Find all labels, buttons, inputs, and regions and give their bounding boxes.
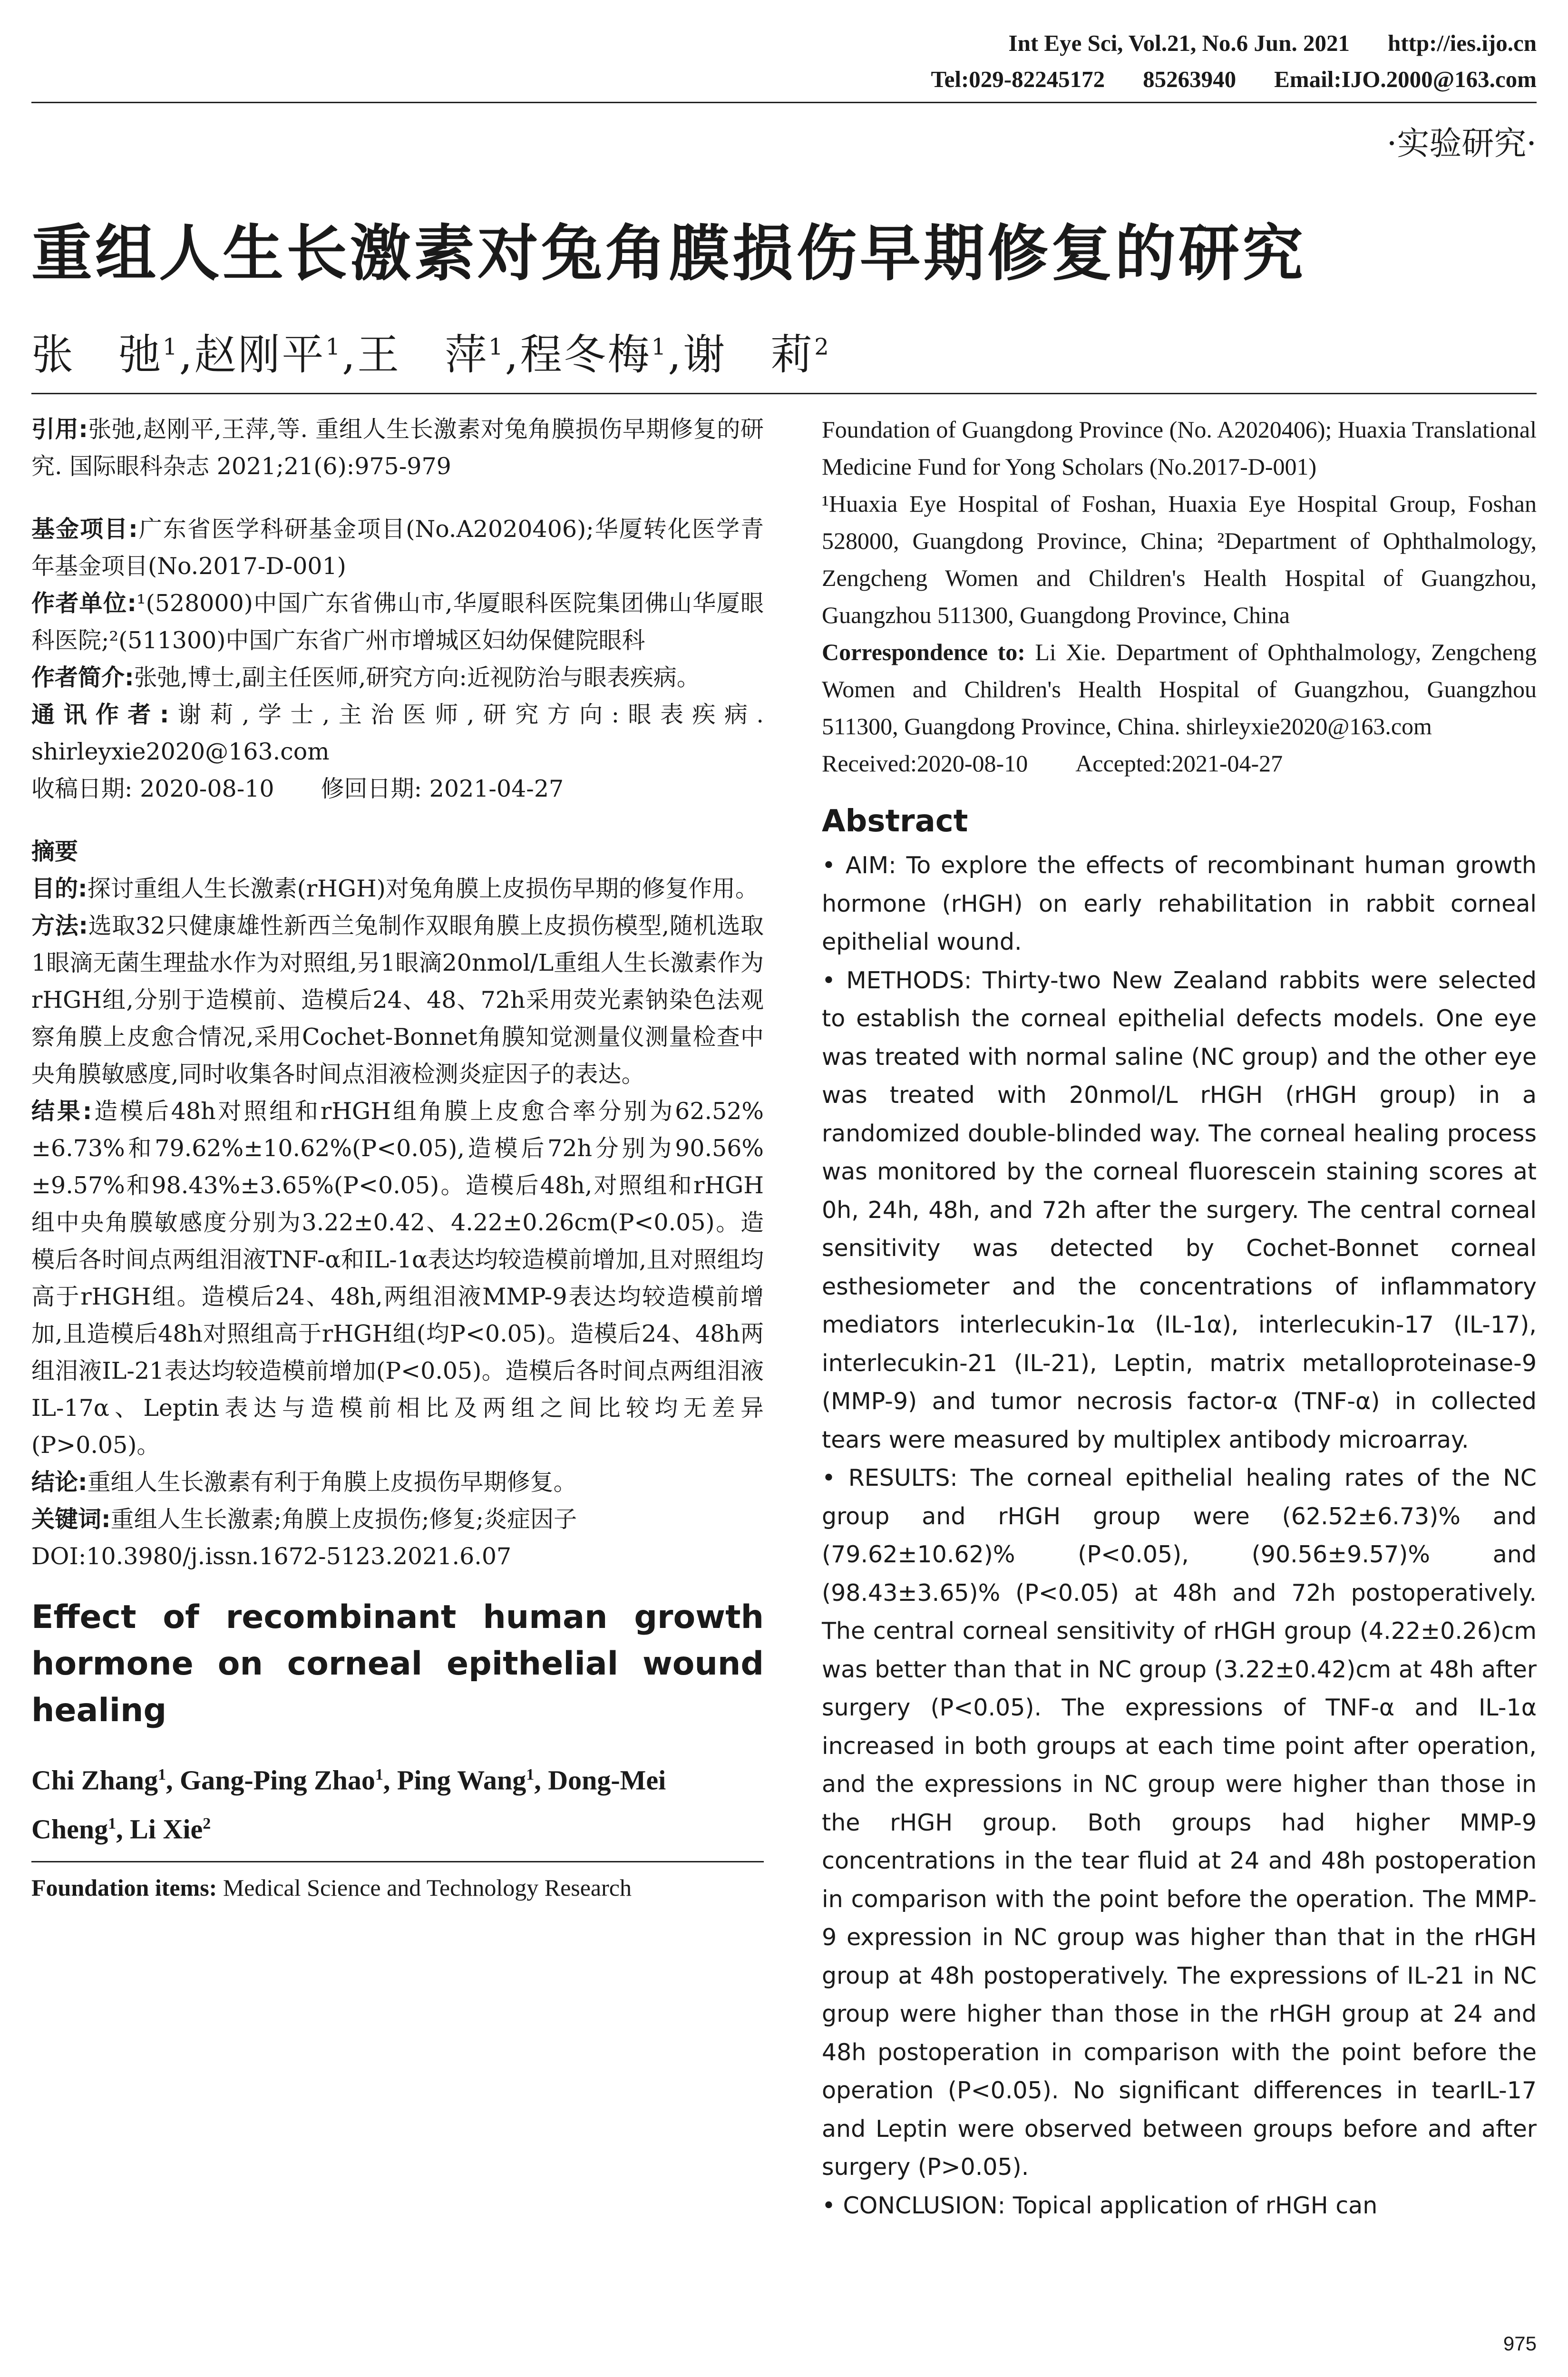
accepted: Accepted:2021-04-27 bbox=[1075, 750, 1283, 777]
abstract-aim bbox=[822, 847, 1537, 962]
author-name: 赵刚平 bbox=[194, 330, 326, 379]
section-tag: ·实验研究· bbox=[1386, 125, 1537, 163]
article-title: 重组人生长激素对兔角膜损伤早期修复的研究 bbox=[31, 218, 1306, 289]
unit-text: ¹(528000)中国广东省佛山市,华厦眼科医院集团佛山华厦眼科医院;²(511300)中国广东省广州市增城区妇幼保健院眼科 bbox=[31, 590, 764, 654]
en-author-affil: 2 bbox=[203, 1815, 211, 1833]
unit-label: 作者单位: bbox=[31, 590, 136, 617]
page-number: 975 bbox=[1503, 2332, 1537, 2355]
cn-methods-text: 选取32只健康雄性新西兰兔制作双眼角膜上皮损伤模型,随机选取1眼滴无菌生理盐水作为对照组,另1眼滴20nmol/L重组人生长激素作为rHGH组,分别于造模前、造模后24、48、72h采用荧光素钠染色法观察角膜上皮愈合情况,采用Cochet-Bonnet角膜知觉测量仪测量检查中央角膜敏感度,同时收集各时间点泪液检测炎症因子的表达。 bbox=[31, 912, 764, 1088]
abstract-aim-text: To explore the effects of recombinant human growth hormone (rHGH) on early rehabilitation in rabbit corneal epithelial wound. bbox=[822, 852, 1537, 955]
cn-methods-label: 方法: bbox=[31, 912, 88, 939]
foundation-text: Medical Science and Technology Research bbox=[223, 1874, 632, 1901]
fund-block bbox=[31, 511, 764, 585]
author-name: 谢 莉 bbox=[683, 330, 815, 379]
author-affil: 1 bbox=[488, 333, 505, 360]
journal-header-line2 bbox=[931, 66, 1537, 93]
journal-citation: Int Eye Sci, Vol.21, No.6 Jun. 2021 bbox=[1008, 30, 1350, 56]
author-name: 程冬梅 bbox=[520, 330, 652, 379]
author-list: 张 弛$^1$,赵刚平$^1$,王 萍$^1$,程冬梅$^1$,谢 莉$^2$ bbox=[31, 330, 831, 379]
journal-header-line1 bbox=[1009, 29, 1537, 57]
cn-aim-label: 目的: bbox=[31, 875, 88, 902]
unit-block bbox=[31, 585, 764, 659]
english-title: Effect of recombinant human growth hormone on corneal epithelial wound healing bbox=[31, 1598, 764, 1729]
received: Received:2020-08-10 bbox=[822, 750, 1028, 777]
cn-results-text: 造模后48h对照组和rHGH组角膜上皮愈合率分别为62.52%±6.73%和79.62%±10.62%(P<0.05),造模后72h分别为90.56%±9.57%和98.43%±3.65%(P<0.05)。造模后48h,对照组和rHGH组中央角膜敏感度分别为3.22±0.42、4.22±0.26cm(P<0.05)。造模后各时间点两组泪液TNF-α和IL-1α表达均较造模前增加,且对照组均高于rHGH组。造模后24、48h,两组泪液MMP-9表达均较造模前增加,且造模后48h对照组高于rHGH组(均P<0.05)。造模后24、48h两组泪液IL-21表达均较造模前增加(P<0.05)。造模后各时间点两组泪液IL-17α、Leptin表达与造模前相比及两组之间比较均无差异(P>0.05)。 bbox=[31, 1098, 764, 1459]
abstract-methods bbox=[822, 962, 1537, 1460]
en-author-affil: 1 bbox=[375, 1766, 383, 1783]
en-author-affil: 1 bbox=[108, 1815, 117, 1833]
citation-text: 张弛,赵刚平,王萍,等. 重组人生长激素对兔角膜损伤早期修复的研究. 国际眼科杂志 2021;21(6):975-979 bbox=[31, 416, 764, 480]
abstract-aim-label: • AIM: bbox=[822, 852, 896, 879]
header-rule bbox=[31, 102, 1537, 103]
cn-conclusion-text: 重组人生长激素有利于角膜上皮损伤早期修复。 bbox=[87, 1469, 577, 1496]
cn-aim bbox=[31, 870, 764, 907]
en-author-name: Chi Zhang bbox=[31, 1764, 158, 1796]
intro-block bbox=[31, 659, 764, 696]
title-rule bbox=[31, 393, 1537, 394]
left-column bbox=[31, 411, 764, 1906]
cn-keywords-text: 重组人生长激素;角膜上皮损伤;修复;炎症因子 bbox=[110, 1506, 577, 1533]
corr-label: 通讯作者: bbox=[31, 701, 169, 728]
cn-abstract-heading bbox=[31, 833, 764, 870]
citation-label: 引用: bbox=[31, 416, 88, 443]
cn-aim-text: 探讨重组人生长激素(rHGH)对兔角膜上皮损伤早期的修复作用。 bbox=[87, 875, 759, 902]
cn-keywords-label: 关键词: bbox=[31, 1506, 111, 1533]
author-affil: 1 bbox=[651, 333, 668, 360]
abstract-conclusion-label: • CONCLUSION: bbox=[822, 2192, 1006, 2219]
affiliations: ¹Huaxia Eye Hospital of Foshan, Huaxia Eye Hospital Group, Foshan 528000, Guangdong Province, China; ²Department of Ophthalmology, Zengcheng Women and Children's Health Hospital of Guangzhou, Guangzhou 511300, Guangdong Province, China bbox=[822, 490, 1537, 628]
corr-text: 谢莉,学士,主治医师,研究方向:眼表疾病. shirleyxie2020@163.com bbox=[31, 701, 764, 765]
abstract-methods-text: Thirty-two New Zealand rabbits were selected to establish the corneal epithelial defects models. One eye was treated with normal saline (NC group) and the other eye was treated with 20nmol/L rHGH (rHGH group) in a randomized double-blinded way. The corneal healing process was monitored by the corneal fluorescein staining scores at 0h, 24h, 48h, and 72h after the surgery. The central corneal sensitivity was detected by Cochet-Bonnet corneal esthesiometer and the concentrations of inflammatory mediators interlecukin-1α (IL-1α), interlecukin-17 (IL-17), interlecukin-21 (IL-21), Leptin, matrix metalloproteinase-9 (MMP-9) and tumor necrosis factor-α (TNF-α) in collected tears were measured by multiplex antibody microarray. bbox=[822, 966, 1537, 1453]
journal-url[interactable]: http://ies.ijo.cn bbox=[1387, 30, 1537, 56]
journal-tel2: 85263940 bbox=[1143, 66, 1237, 92]
journal-email[interactable]: Email:IJO.2000@163.com bbox=[1274, 66, 1537, 92]
corr-block bbox=[31, 696, 764, 770]
abstract-results-label: • RESULTS: bbox=[822, 1464, 958, 1491]
intro-text: 张弛,博士,副主任医师,研究方向:近视防治与眼表疾病。 bbox=[134, 664, 700, 691]
en-author-name: Gang-Ping Zhao bbox=[179, 1764, 375, 1796]
en-author-name: Li Xie bbox=[130, 1813, 203, 1845]
cn-conclusion-label: 结论: bbox=[31, 1469, 88, 1496]
right-column bbox=[822, 411, 1537, 2225]
author-affil: 1 bbox=[163, 333, 179, 360]
en-author-name: Dong-Mei Cheng bbox=[31, 1764, 666, 1845]
intro-label: 作者简介: bbox=[31, 664, 134, 691]
correspondence-label: Correspondence to: bbox=[822, 639, 1025, 665]
doi[interactable]: DOI:10.3980/j.issn.1672-5123.2021.6.07 bbox=[31, 1543, 512, 1570]
cn-keywords bbox=[31, 1501, 764, 1538]
dates: 收稿日期: 2020-08-10 修回日期: 2021-04-27 bbox=[31, 775, 564, 802]
cn-results bbox=[31, 1093, 764, 1464]
en-author-affil: 1 bbox=[157, 1766, 166, 1783]
author-name: 王 萍 bbox=[357, 330, 489, 379]
received-accepted bbox=[822, 745, 1537, 782]
author-name: 张 弛 bbox=[31, 330, 163, 379]
foundation-items bbox=[31, 1869, 764, 1906]
fund-label: 基金项目: bbox=[31, 516, 138, 543]
foundation-continued: Foundation of Guangdong Province (No. A2020406); Huaxia Translational Medicine Fund for Yong Scholars (No.2017-D-001) bbox=[822, 416, 1537, 480]
citation-block bbox=[31, 411, 764, 485]
abstract-methods-label: • METHODS: bbox=[822, 966, 972, 994]
abstract-body bbox=[822, 847, 1537, 2225]
abstract-heading: Abstract bbox=[822, 804, 968, 839]
authors-rule bbox=[31, 1861, 764, 1862]
en-author-affil: 1 bbox=[526, 1766, 535, 1783]
correspondence bbox=[822, 633, 1537, 745]
cn-results-label: 结果: bbox=[31, 1098, 92, 1125]
cn-methods bbox=[31, 907, 764, 1093]
fund-text: 广东省医学科研基金项目(No.A2020406);华厦转化医学青年基金项目(No.2017-D-001) bbox=[31, 516, 764, 580]
author-affil: 1 bbox=[325, 333, 342, 360]
en-author-name: Ping Wang bbox=[397, 1764, 526, 1796]
cn-conclusion bbox=[31, 1464, 764, 1501]
correspondence-text: Li Xie. Department of Ophthalmology, Zengcheng Women and Children's Health Hospital of Guangzhou, Guangzhou 511300, Guangdong Province, China. shirleyxie2020@163.com bbox=[822, 639, 1537, 740]
foundation-label: Foundation items: bbox=[31, 1874, 217, 1901]
abstract-results-text: The corneal epithelial healing rates of the NC group and rHGH group were (62.52±6.73)% and (79.62±10.62)% (P<0.05), (90.56±9.57)% and (98.43±3.65)% (P<0.05) at 48h and 72h postoperatively. The central corneal sensitivity of rHGH group (4.22±0.26)cm was better than that in NC group (3.22±0.42)cm at 48h after surgery (P<0.05). The expressions of TNF-α and IL-1α increased in both groups at each time point after operation, and the expressions in NC group were higher than those in the rHGH group. Both groups had higher MMP-9 concentrations in the tear fluid at 24 and 48h postoperation in comparison with the point before the operation. The MMP-9 expression in NC group was higher than that in the rHGH group at 48h postoperatively. The expressions of IL-21 in NC group were higher than those in the rHGH group at 24 and 48h postoperation in comparison with the point before the operation (P<0.05). No significant differences in tearIL-17 and Leptin were observed between groups before and after surgery (P>0.05). bbox=[822, 1464, 1537, 2181]
cn-abstract-heading-text: 摘要 bbox=[31, 838, 78, 865]
abstract-results bbox=[822, 1459, 1537, 2187]
english-author-list: Chi Zhang$^1$, Gang-Ping Zhao$^1$, Ping Wang$^1$, Dong-Mei Cheng$^1$, Li Xie$^2$ bbox=[31, 1764, 666, 1845]
journal-tel: Tel:029-82245172 bbox=[931, 66, 1105, 92]
abstract-conclusion-text: Topical application of rHGH can bbox=[1013, 2192, 1378, 2219]
abstract-conclusion bbox=[822, 2187, 1537, 2225]
author-affil: 2 bbox=[814, 333, 831, 360]
